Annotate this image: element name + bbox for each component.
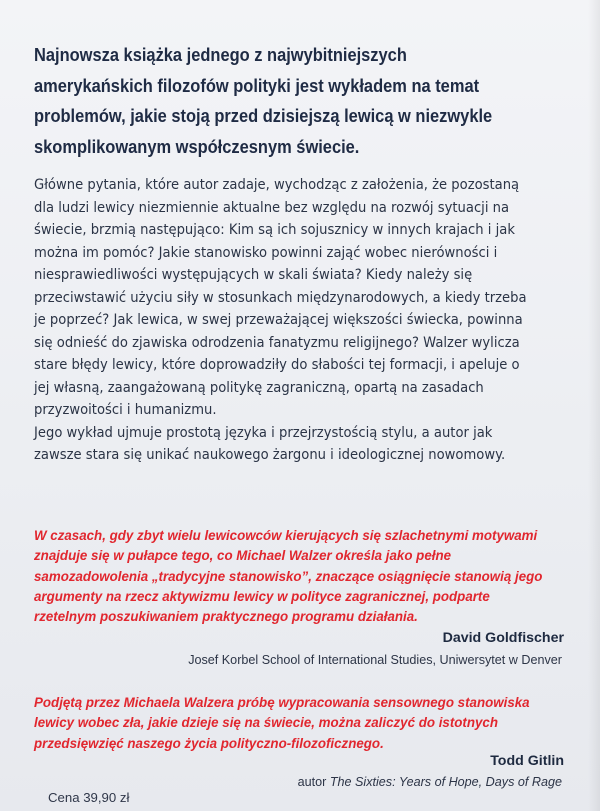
review-author-2: Todd Gitlin — [490, 753, 564, 769]
review-quote-2: Podjętą przez Michaela Walzera próbę wypracowania sensownego stanowiska lewicy wobec zła, jakie dzieje się na świecie, można zaliczyć do istotnych przedsięwzięć naszego życia polityczno-filozoficznego. — [34, 695, 530, 752]
review-quote-1: W czasach, gdy zbyt wielu lewicowców kierujących się szlachetnymi motywami znajduje się w pułapce tego, co Michael Walzer określa jako pełne samozadowolenia „tradycyjne stanowisko”, znaczące osiągnięcie stanowią jego argumenty na rzecz aktywizmu lewicy w polityce zagranicznej, podparte rzetelnym poszukiwaniem praktycznego programu działania. — [34, 528, 543, 626]
lead-paragraph: Najnowsza książka jednego z najwybitniejszych amerykańskich filozofów polityki jest wykładem na temat problemów, jakie stoją przed dzisiejszą lewicą w niezwykle skomplikowanym współczesnym świecie. — [34, 44, 493, 157]
review-author-1: David Goldfischer — [442, 630, 564, 646]
book-title-reference: The Sixties: Years of Hope, Days of Rage — [329, 775, 562, 789]
review-affiliation-prefix: autor — [297, 775, 327, 789]
description-paragraph — [34, 174, 538, 467]
review-affiliation-2 — [298, 774, 562, 790]
description-paragraph-2: Jego wykład ujmuje prostotą języka i przejrzystością stylu, a autor jak zawsze stara się unikać naukowego żargonu i ideologicznej nowomowy. — [34, 424, 506, 463]
review-affiliation-1: Josef Korbel School of International Studies, Uniwersytet w Denver — [188, 653, 562, 667]
description-paragraph-1: Główne pytania, które autor zadaje, wychodząc z założenia, że pozostaną dla ludzi lewicy niezmiennie aktualne bez względu na rozwój sytuacji na świecie, brzmią następująco: Kim są ich sojusznicy w innych krajach i jak można im pomóc? Jakie stanowisko powinni zająć wobec nierówności i niesprawiedliwości występujących w skali świata? Kiedy należy się przeciwstawić użyciu siły w stosunkach międzynarodowych, a kiedy trzeba je poprzeć? Jak lewica, w swej przeważającej większości świecka, powinna się odnieść do zjawiska odrodzenia fanatyzmu religijnego? Walzer wylicza stare błędy lewicy, które doprowadziły do słabości tej formacji, i apeluje o jej własną, zaangażowaną politykę zagraniczną, opartą na zasadach przyzwoitości i humanizmu. — [34, 177, 527, 418]
price-label: Cena 39,90 zł — [48, 790, 130, 805]
page-edge-shadow — [588, 0, 600, 811]
